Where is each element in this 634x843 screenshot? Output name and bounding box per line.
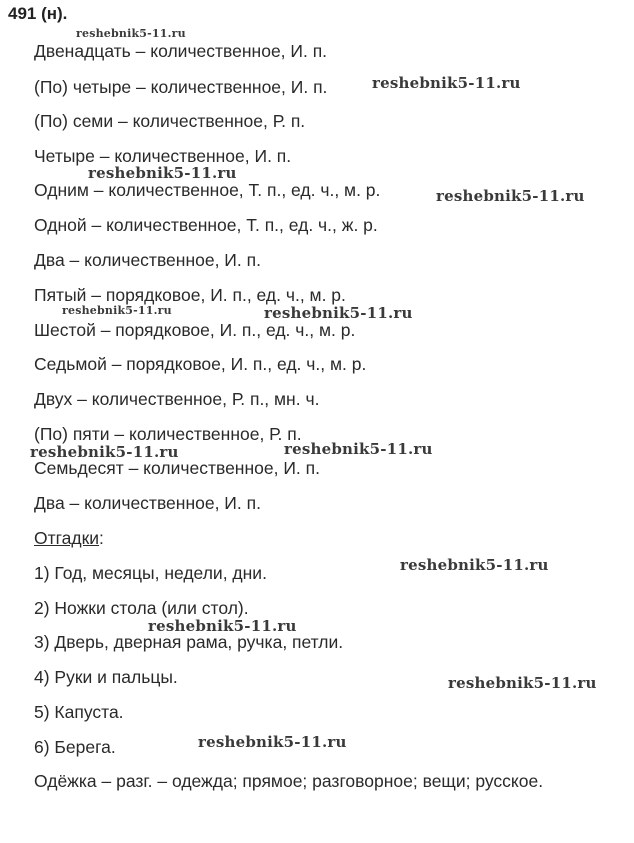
exercise-number: 491 (н). bbox=[8, 4, 68, 23]
watermark: reshebnik5-11.ru bbox=[88, 164, 237, 182]
answer-line: 3) Дверь, дверная рама, ручка, петли. bbox=[34, 632, 344, 652]
watermark: reshebnik5-11.ru bbox=[448, 674, 597, 692]
text-line: Двенадцать – количественное, И. п. bbox=[34, 41, 328, 61]
watermark: reshebnik5-11.ru bbox=[372, 74, 521, 92]
text-line: Пятый – порядковое, И. п., ед. ч., м. р. bbox=[34, 285, 346, 305]
watermark: reshebnik5-11.ru bbox=[30, 443, 179, 461]
watermark: reshebnik5-11.ru bbox=[148, 617, 297, 635]
watermark: reshebnik5-11.ru bbox=[62, 304, 172, 317]
answer-line: 1) Год, месяцы, недели, дни. bbox=[34, 563, 267, 583]
answers-heading: Отгадки bbox=[34, 528, 100, 548]
text-line: Два – количественное, И. п. bbox=[34, 493, 261, 513]
text-line: Два – количественное, И. п. bbox=[34, 250, 261, 270]
answers-heading-colon: : bbox=[99, 528, 104, 548]
text-line: Шестой – порядковое, И. п., ед. ч., м. р. bbox=[34, 320, 356, 340]
text-line: Двух – количественное, Р. п., мн. ч. bbox=[34, 389, 320, 409]
text-line: (По) пяти – количественное, Р. п. bbox=[34, 424, 302, 444]
text-line: (По) четыре – количественное, И. п. bbox=[34, 77, 328, 97]
answers-heading-line bbox=[34, 528, 104, 548]
final-line: Одёжка – разг. – одежда; прямое; разговорное; вещи; русское. bbox=[34, 771, 544, 791]
watermark: reshebnik5-11.ru bbox=[264, 304, 413, 322]
watermark: reshebnik5-11.ru bbox=[198, 733, 347, 751]
watermark: reshebnik5-11.ru bbox=[436, 187, 585, 205]
answer-line: 5) Капуста. bbox=[34, 702, 124, 722]
text-line: (По) семи – количественное, Р. п. bbox=[34, 111, 306, 131]
answer-line: 2) Ножки стола (или стол). bbox=[34, 598, 249, 618]
text-line: Семьдесят – количественное, И. п. bbox=[34, 458, 320, 478]
watermark: reshebnik5-11.ru bbox=[76, 27, 186, 40]
text-line: Одним – количественное, Т. п., ед. ч., м. р. bbox=[34, 180, 381, 200]
text-line: Седьмой – порядковое, И. п., ед. ч., м. р. bbox=[34, 354, 367, 374]
text-line: Одной – количественное, Т. п., ед. ч., ж. р. bbox=[34, 215, 378, 235]
watermark: reshebnik5-11.ru bbox=[284, 440, 433, 458]
answer-line: 4) Руки и пальцы. bbox=[34, 667, 178, 687]
watermark: reshebnik5-11.ru bbox=[400, 556, 549, 574]
text-line: Четыре – количественное, И. п. bbox=[34, 146, 292, 166]
answer-line: 6) Берега. bbox=[34, 737, 116, 757]
